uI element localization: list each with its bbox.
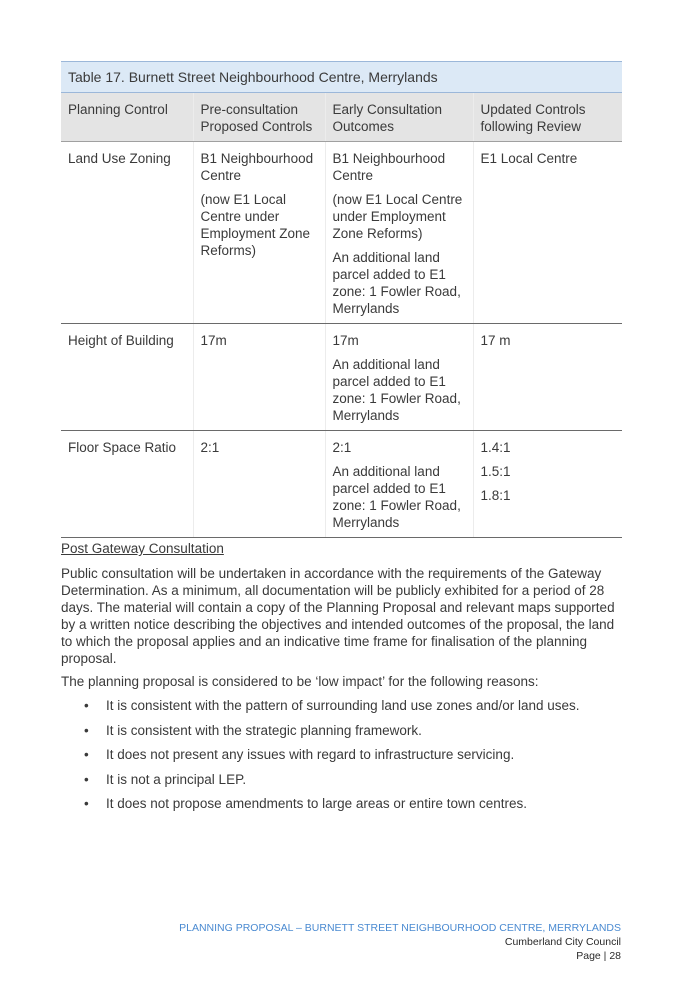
- cell-text: E1 Local Centre: [480, 151, 578, 166]
- cell-text: 1.8:1: [480, 488, 511, 503]
- reason-text: It is consistent with the pattern of surrounding land use zones and/or land uses.: [106, 698, 580, 713]
- bullet-icon: •: [84, 796, 89, 811]
- cell-updated: [473, 324, 622, 431]
- control-label: Height of Building: [68, 333, 174, 348]
- footer-document-title: PLANNING PROPOSAL – BURNETT STREET NEIGHBOURHOOD CENTRE, MERRYLANDS: [179, 922, 621, 934]
- bullet-icon: •: [84, 722, 89, 738]
- bullet-icon: •: [84, 698, 89, 713]
- section-title: Post Gateway Consultation: [61, 541, 224, 556]
- cell-early: [325, 142, 473, 324]
- table-row: [61, 142, 622, 324]
- reason-text: It is consistent with the strategic planning framework.: [106, 722, 422, 738]
- cell-early: [325, 431, 473, 538]
- cell-control: [61, 142, 193, 324]
- reason-text: It does not propose amendments to large areas or entire town centres.: [106, 796, 527, 811]
- list-item: [61, 746, 623, 771]
- cell-pre: [193, 324, 325, 431]
- cell-text: 1.4:1: [480, 440, 511, 455]
- cell-text: B1 Neighbourhood Centre: [332, 151, 446, 183]
- cell-text: 1.5:1: [480, 464, 511, 479]
- cell-text: 2:1: [332, 440, 352, 455]
- cell-text: An additional land parcel added to E1 zone: 1 Fowler Road, Merrylands: [332, 357, 461, 423]
- list-item: [61, 697, 623, 722]
- bullet-icon: •: [84, 747, 89, 762]
- reason-text: It is not a principal LEP.: [106, 771, 247, 787]
- bullet-icon: •: [84, 771, 89, 787]
- cell-text: 2:1: [200, 440, 220, 455]
- header-pre-consultation: Pre-consultation Proposed Controls: [193, 93, 325, 142]
- cell-early: [325, 324, 473, 431]
- burnett-street-controls-table: [61, 61, 622, 538]
- cell-control: [61, 324, 193, 431]
- reason-text: It does not present any issues with regard to infrastructure servicing.: [106, 747, 515, 762]
- page-number: Page | 28: [576, 950, 621, 962]
- cell-text: 17m: [200, 333, 227, 348]
- cell-text: (now E1 Local Centre under Employment Zone Reforms): [332, 192, 463, 241]
- cell-updated: [473, 142, 622, 324]
- header-planning-control: Planning Control: [61, 93, 193, 142]
- table-header-row: [61, 93, 622, 142]
- low-impact-reasons-list: [61, 697, 623, 820]
- cell-pre: [193, 431, 325, 538]
- footer-organisation: Cumberland City Council: [504, 936, 621, 948]
- list-item: [61, 771, 623, 796]
- header-updated-controls: Updated Controls following Review: [473, 93, 622, 142]
- list-item: [61, 795, 623, 820]
- control-label: Floor Space Ratio: [68, 440, 177, 455]
- page-footer: [179, 921, 621, 963]
- header-early-consultation: Early Consultation Outcomes: [325, 93, 473, 142]
- cell-control: [61, 431, 193, 538]
- cell-updated: [473, 431, 622, 538]
- low-impact-intro: The planning proposal is considered to be ‘low impact’ for the following reasons:: [61, 674, 539, 689]
- cell-pre: [193, 142, 325, 324]
- table-row: [61, 324, 622, 431]
- cell-text: An additional land parcel added to E1 zone: 1 Fowler Road, Merrylands: [332, 250, 461, 316]
- table-row: [61, 431, 622, 538]
- cell-text: 17m: [332, 333, 359, 348]
- table-caption-row: [61, 62, 622, 93]
- control-label: Land Use Zoning: [68, 151, 171, 166]
- list-item: [61, 722, 623, 747]
- consultation-paragraph: Public consultation will be undertaken in accordance with the requirements of the Gateway Determination. As a minimum, all documentation will be publicly exhibited for a period of 28 days. The material will contain a copy of the Planning Proposal and relevant maps supported by a written notice describing the objectives and intended outcomes of the proposal, the land to which the proposal applies and an indicative time frame for finalisation of the planning proposal.: [61, 566, 615, 666]
- table-caption: Table 17. Burnett Street Neighbourhood Centre, Merrylands: [61, 62, 622, 93]
- cell-text: (now E1 Local Centre under Employment Zone Reforms): [200, 192, 311, 258]
- cell-text: 17 m: [480, 333, 511, 348]
- cell-text: B1 Neighbourhood Centre: [200, 151, 314, 183]
- cell-text: An additional land parcel added to E1 zone: 1 Fowler Road, Merrylands: [332, 464, 461, 530]
